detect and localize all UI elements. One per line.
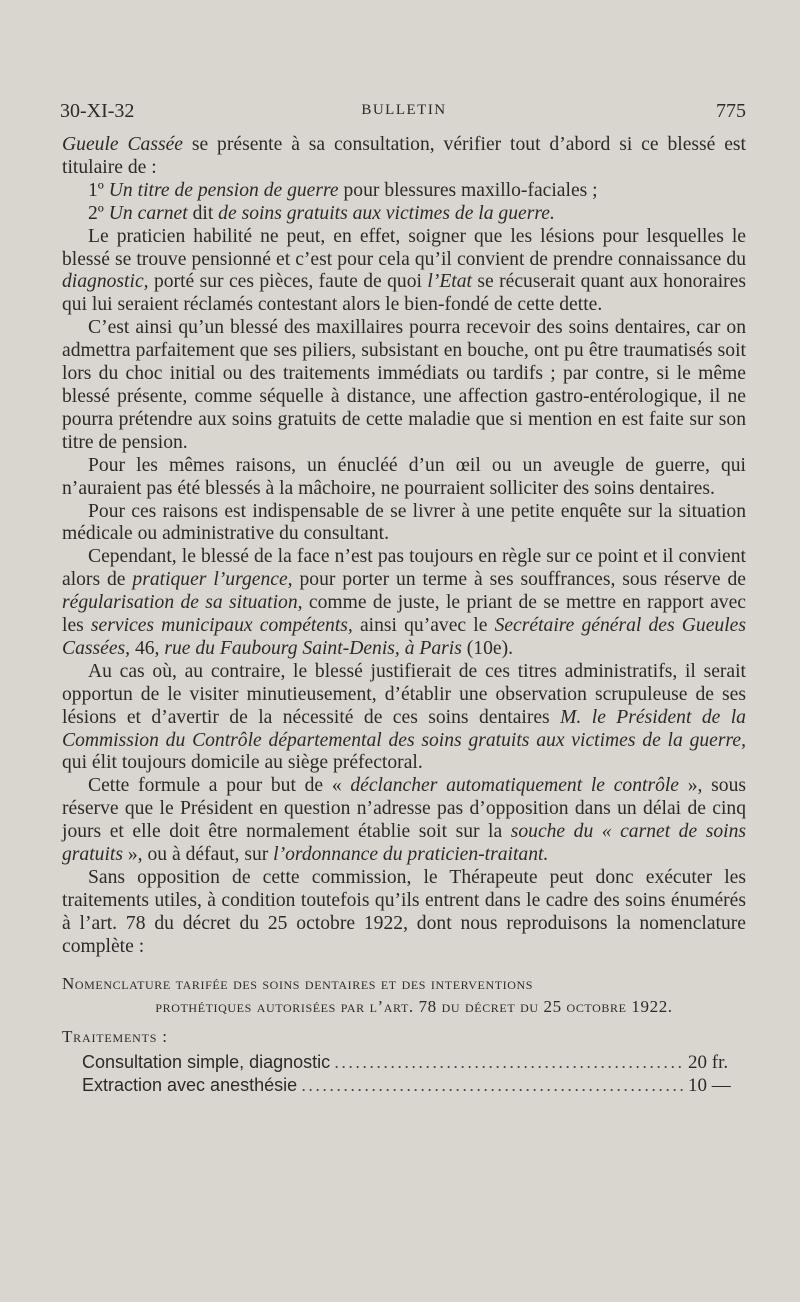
tarif-row xyxy=(82,1051,746,1074)
text-run: Pour ces raisons est indispensable de se livrer à une petite enquête sur la situation médicale ou administrative du consultant. xyxy=(62,500,746,545)
body-text xyxy=(62,134,746,959)
text-run: dit xyxy=(187,202,219,224)
italic-run: l’Etat xyxy=(427,271,472,293)
treatments-heading: Traitements : xyxy=(62,1026,168,1046)
header-title: BULLETIN xyxy=(361,102,447,118)
italic-run: diagnostic, xyxy=(62,271,149,293)
page-number: 775 xyxy=(716,100,746,122)
text-run: (10e). xyxy=(461,637,514,659)
text-run: qui élit toujours domicile au siège préfectoral. xyxy=(62,752,423,774)
text-run: Pour les mêmes raisons, un énucléé d’un œil ou un aveugle de guerre, qui n’auraient pas été blessés à la mâchoire, ne pourraient solliciter des soins dentaires. xyxy=(62,454,746,499)
text-run: 1º xyxy=(88,179,109,201)
text-run: », sous réserve que le Président en question n’adresse pas d’opposition dans un délai de cinq jours et elle doit être normalement établie soit sur la xyxy=(62,775,746,843)
text-run: pour blessures maxillo-faciales ; xyxy=(338,179,598,201)
paragraph xyxy=(62,317,746,454)
tarif-label: Consultation simple, diagnostic xyxy=(82,1051,331,1072)
italic-run: M. le Président de la Commission du Contrôle départemental des soins gratuits aux victimes de la guerre, xyxy=(62,706,746,751)
paragraph xyxy=(62,661,746,776)
tarif-price: 10 — xyxy=(688,1074,731,1096)
paragraph xyxy=(62,203,746,226)
paragraph xyxy=(62,775,746,867)
text-run: se récuserait quant aux honoraires qui lui seraient réclamés contestant alors le bien-fondé de cette dette. xyxy=(62,271,746,316)
text-run: 2º xyxy=(88,202,109,224)
text-run: Le praticien habilité ne peut, en effet, soigner que les lésions pour lesquelles le blessé se trouve pensionné et c’est pour cela qu’il convient de prendre connaissance du xyxy=(62,225,746,270)
italic-run: Secrétaire général des Gueules Cassées, xyxy=(62,615,746,659)
paragraph xyxy=(62,455,746,501)
nomenclature-title-line2: prothétiques autorisées par l’art. 78 du décret du 25 octobre 1922. xyxy=(155,996,673,1016)
text-run: ainsi qu’avec le xyxy=(352,615,495,637)
nomenclature-title-line1: Nomenclature tarifée des soins dentaires et des interventions xyxy=(62,973,534,993)
italic-run: Un titre de pension de guerre xyxy=(108,179,339,201)
paragraph xyxy=(62,546,746,661)
paragraph xyxy=(62,180,746,203)
text-run: porté sur ces pièces, faute de quoi xyxy=(148,271,428,293)
text-run: 46, xyxy=(130,637,165,659)
italic-run: Un carnet xyxy=(108,202,188,224)
leader-dots xyxy=(334,1051,684,1074)
text-run: se présente à sa consultation, vérifier tout d’abord si ce blessé est titulaire de : xyxy=(62,134,746,178)
nomenclature-title xyxy=(62,972,746,1018)
tarif-list xyxy=(62,1051,746,1097)
text-run: C’est ainsi qu’un blessé des maxillaires pourra recevoir des soins dentaires, car on admettra parfaitement que ses piliers, subsistant en bouche, ont pu être traumatisés soit lors du choc initial ou des traitements immédiats ou tardifs ; par contre, si le même blessé présente, comme séquelle à distance, une affection gastro-entérologique, il ne pourra prétendre aux soins gratuits de cette maladie que si mention en est faite sur son titre de pension. xyxy=(62,317,746,453)
italic-run: rue du Faubourg Saint-Denis, à Paris xyxy=(164,637,462,659)
tarif-label: Extraction avec anesthésie xyxy=(82,1074,298,1095)
text-run: Cette formule a pour but de « xyxy=(88,775,351,797)
paragraph xyxy=(62,501,746,547)
italic-run: l’ordonnance du praticien-traitant. xyxy=(273,844,549,866)
tarif-row xyxy=(82,1074,746,1097)
tarif-price: 20 fr. xyxy=(688,1051,729,1073)
text-run: pour porter un terme à ses souffrances, sous réserve de xyxy=(292,569,746,591)
page-header xyxy=(62,98,746,134)
leader-dots xyxy=(301,1074,684,1097)
italic-run: pratiquer l’urgence, xyxy=(132,569,293,591)
text-run: Au cas où, au contraire, le blessé justifierait de ces titres administratifs, il serait opportun de le visiter minutieusement, d’établir une observation scrupuleuse de ses lésions et d’avertir de la nécessité de ces soins dentaires xyxy=(62,660,746,728)
text-run: », ou à défaut, sur xyxy=(122,844,274,866)
text-run: Sans opposition de cette commission, le Thérapeute peut donc exécuter les traitements utiles, à condition toutefois qu’ils entrent dans le cadre des soins énumérés à l’art. 78 du décret du 25 octobre 1922, dont nous reproduisons la nomenclature complète : xyxy=(62,867,746,957)
italic-run: de soins gratuits aux victimes de la guerre. xyxy=(218,202,555,224)
paragraph xyxy=(62,134,746,180)
text-run: Cependant, le blessé de la face n’est pas toujours en règle sur ce point et il convient alors de xyxy=(62,546,746,591)
paragraph xyxy=(62,226,746,318)
italic-run: services municipaux compétents, xyxy=(90,615,353,637)
italic-run: souche du « carnet de soins gratuits xyxy=(62,821,746,866)
italic-run: Gueule Cassée xyxy=(62,134,183,155)
text-run: comme de juste, le priant de se mettre en rapport avec les xyxy=(62,592,746,637)
header-date: 30-XI-32 xyxy=(60,100,135,122)
italic-run: déclancher automatiquement le contrôle xyxy=(350,775,680,797)
italic-run: régularisation de sa situation, xyxy=(62,592,303,614)
paragraph xyxy=(62,867,746,959)
